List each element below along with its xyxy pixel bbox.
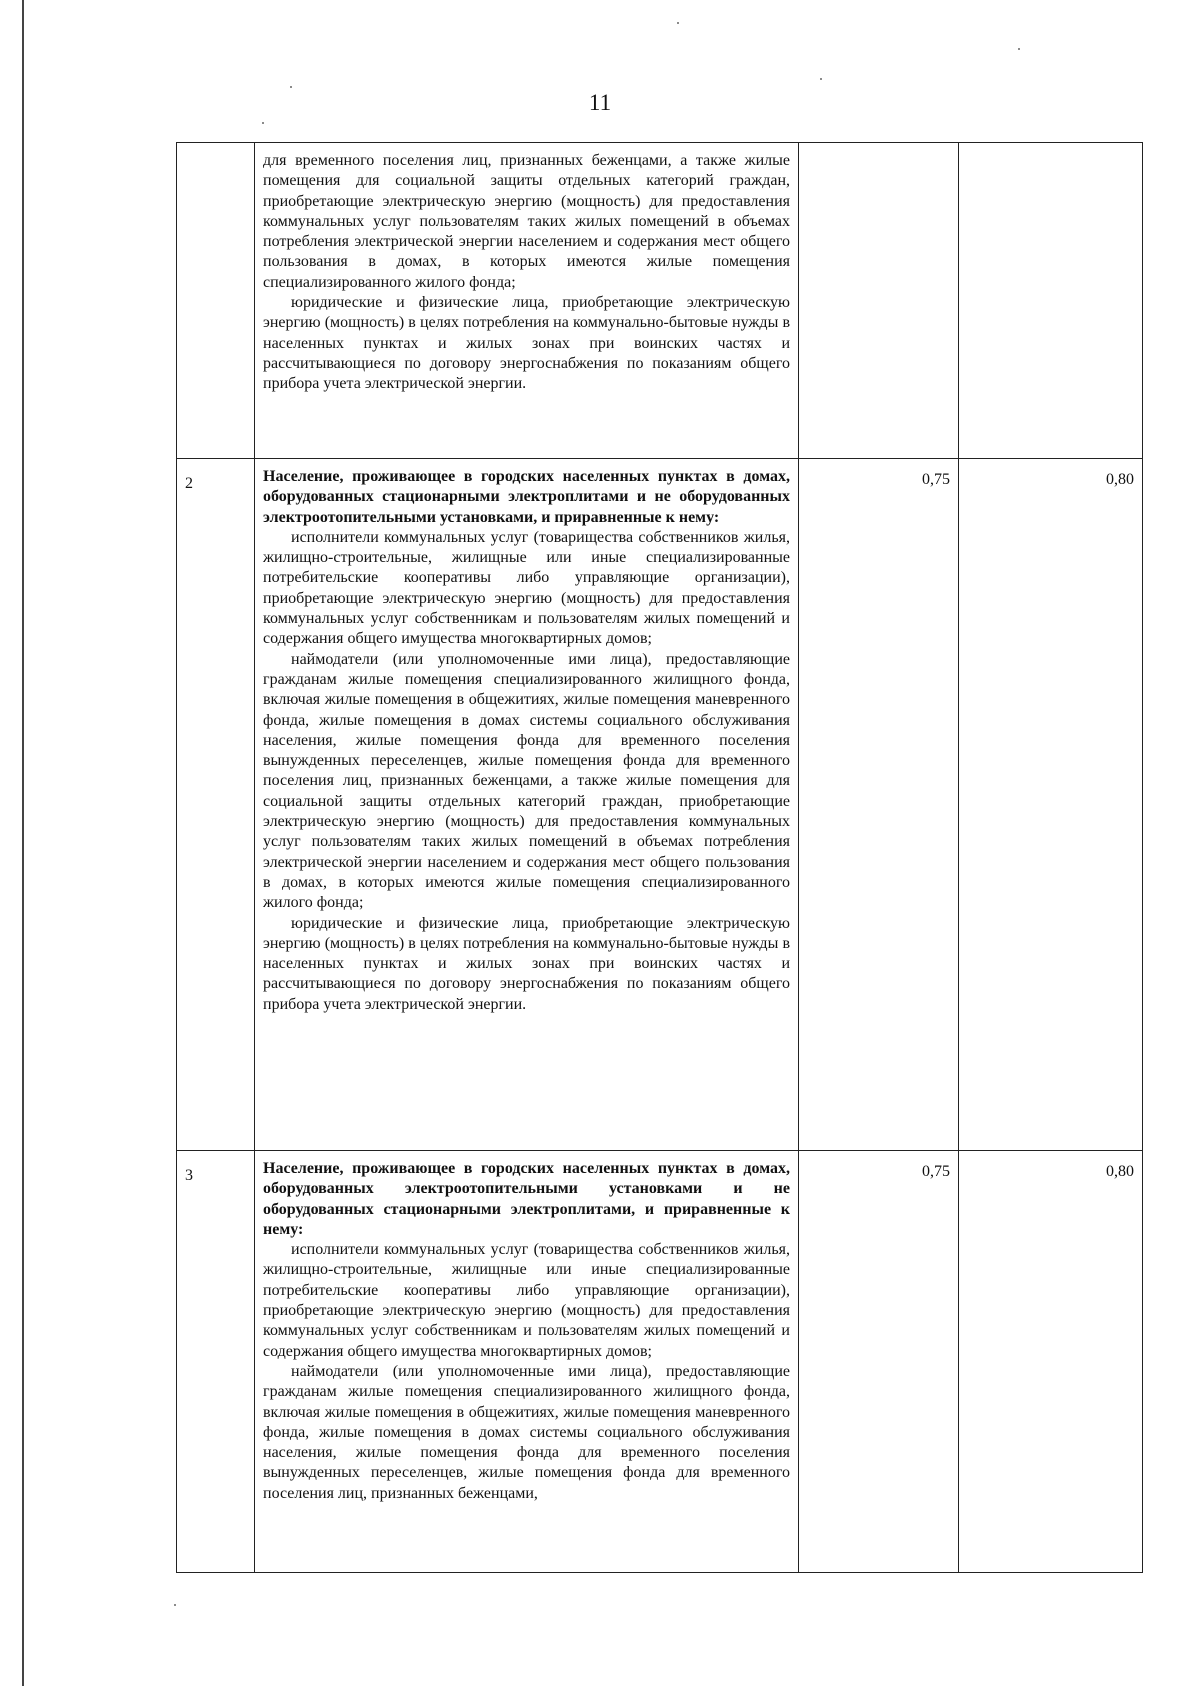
rate-value-2: [959, 143, 1143, 459]
row-paragraph: наймодатели (или уполномоченные ими лица), предоставляющие гражданам жилые помещения специализированного жилищного фонда, включая жилые помещения в общежитиях, жилые помещения маневренного фонда, жилые помещения в домах системы социального обслуживания населения, жилые помещения фонда для временного поселения вынужденных переселенцев, жилые помещения фонда для временного поселения лиц, признанных беженцами,: [263, 1362, 790, 1502]
scan-edge-line: [22, 0, 24, 1686]
row-number-cell: 3: [177, 1151, 255, 1573]
rate-value-2: 0,80: [959, 459, 1143, 1151]
scan-speck: [820, 78, 822, 80]
row-description-cell: [255, 459, 799, 1151]
scan-speck: [290, 86, 292, 88]
scan-speck: [262, 122, 264, 124]
table-row: [177, 459, 1143, 1151]
row-paragraph: наймодатели (или уполномоченные ими лица), предоставляющие гражданам жилые помещения специализированного жилищного фонда, включая жилые помещения в общежитиях, жилые помещения маневренного фонда, жилые помещения в домах системы социального обслуживания населения, жилые помещения фонда для временного поселения вынужденных переселенцев, жилые помещения фонда для временного поселения лиц, признанных беженцами, а также жилые помещения для социальной защиты отдельных категорий граждан, приобретающие электрическую энергию (мощность) для предоставления коммунальных услуг пользователям таких жилых помещений в объемах потребления электрической энергии населением и содержания мест общего пользования в домах, в которых имеются жилые помещения специализированного жилого фонда;: [263, 650, 790, 912]
tariff-table: [176, 142, 1143, 1573]
row-paragraph: для временного поселения лиц, признанных беженцами, а также жилые помещения для социальной защиты отдельных категорий граждан, приобретающие электрическую энергию (мощность) для предоставления коммунальных услуг пользователям таких жилых помещений в объемах потребления электрической энергии населением и содержания мест общего пользования в домах, в которых имеются жилые помещения специализированного жилого фонда;: [263, 152, 790, 291]
rate-value-1: 0,75: [799, 459, 959, 1151]
row-paragraph: юридические и физические лица, приобретающие электрическую энергию (мощность) в целях потребления на коммунально-бытовые нужды в населенных пунктах и жилых зонах при воинских частях и рассчитывающиеся по договору энергоснабжения по показаниям общего прибора учета электрической энергии.: [263, 294, 790, 393]
row-number-cell: 2: [177, 459, 255, 1151]
table-row: [177, 143, 1143, 459]
row-description-cell: [255, 143, 799, 459]
rate-value-1: 0,75: [799, 1151, 959, 1573]
table-row: [177, 1151, 1143, 1573]
row-description-cell: [255, 1151, 799, 1573]
row-heading: Население, проживающее в городских населенных пунктах в домах, оборудованных электроотопительными установками и не оборудованных стационарными электроплитами, и приравненные к нему:: [263, 1160, 790, 1238]
page-number: 11: [588, 90, 612, 115]
row-number-cell: [177, 143, 255, 459]
row-paragraph: юридические и физические лица, приобретающие электрическую энергию (мощность) в целях потребления на коммунально-бытовые нужды в населенных пунктах и жилых зонах при воинских частях и рассчитывающиеся по договору энергоснабжения по показаниям общего прибора учета электрической энергии.: [263, 914, 790, 1013]
rate-value-1: [799, 143, 959, 459]
row-paragraph: исполнители коммунальных услуг (товарищества собственников жилья, жилищно-строительные, жилищные или иные специализированные потребительские кооперативы либо управляющие организации), приобретающие электрическую энергию (мощность) для предоставления коммунальных услуг собственникам и пользователям жилых помещений и содержания общего имущества многоквартирных домов;: [263, 1241, 790, 1360]
scan-speck: [174, 1604, 176, 1606]
scan-speck: [677, 22, 679, 24]
rate-value-2: 0,80: [959, 1151, 1143, 1573]
scan-speck: [1018, 48, 1020, 50]
row-paragraph: исполнители коммунальных услуг (товарищества собственников жилья, жилищно-строительные, жилищные или иные специализированные потребительские кооперативы либо управляющие организации), приобретающие электрическую энергию (мощность) для предоставления коммунальных услуг собственникам и пользователям жилых помещений и содержания общего имущества многоквартирных домов;: [263, 528, 790, 648]
row-heading: Население, проживающее в городских населенных пунктах в домах, оборудованных стационарными электроплитами и не оборудованных электроотопительными установками, и приравненные к нему:: [263, 468, 790, 526]
